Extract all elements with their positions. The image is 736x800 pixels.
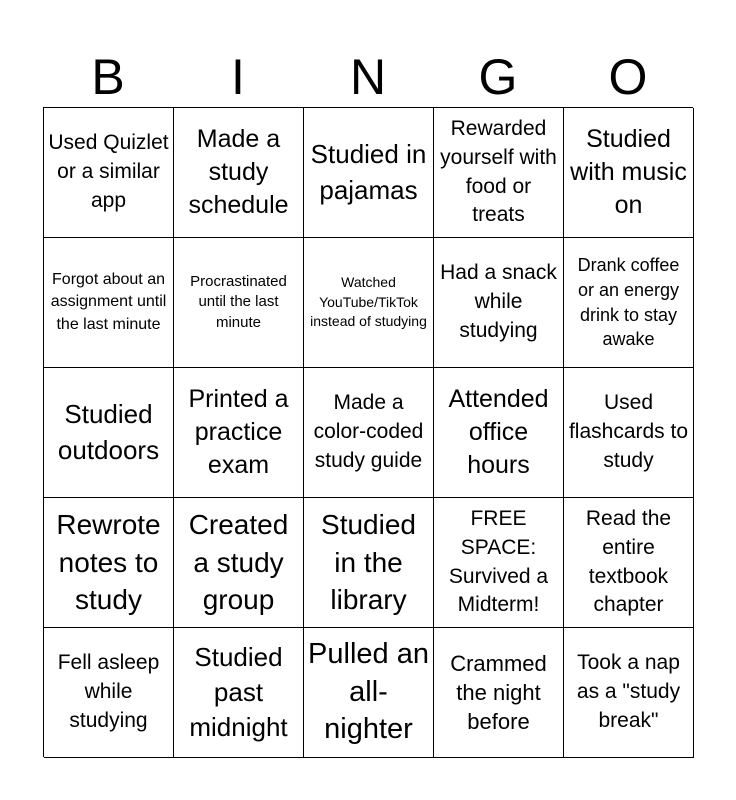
bingo-cell-r1c3[interactable] [304, 108, 434, 238]
bingo-cell-r5c3[interactable] [304, 628, 434, 758]
header-letter-o: O [608, 49, 648, 105]
header-letter-i: I [231, 49, 245, 105]
bingo-cell-r3c1[interactable] [44, 368, 174, 498]
header-letter-n: N [349, 49, 387, 105]
bingo-grid [43, 107, 693, 757]
bingo-cell-r4c2[interactable] [174, 498, 304, 628]
bingo-cell-r3c4[interactable] [434, 368, 564, 498]
bingo-cell-r3c5[interactable] [564, 368, 694, 498]
bingo-cell-r2c5[interactable] [564, 238, 694, 368]
cell-text: Made a color-coded study guide [313, 391, 424, 472]
header-letter-g: G [478, 49, 518, 105]
cell-text: Read the entire textbook chapter [585, 506, 672, 617]
bingo-header [43, 46, 693, 108]
header-letter-b: B [91, 49, 125, 105]
cell-text: Printed a practice exam [188, 385, 289, 479]
bingo-cell-r2c2[interactable] [174, 238, 304, 368]
bingo-cell-r5c5[interactable] [564, 628, 694, 758]
cell-text: Rewarded yourself with food or treats [440, 116, 557, 227]
free-space-text: FREE SPACE: Survived a Midterm! [448, 506, 549, 617]
cell-text: Watched YouTube/TikTok instead of studying [310, 274, 427, 330]
bingo-cell-r4c3[interactable] [304, 498, 434, 628]
cell-text: Forgot about an assignment until the last minute [50, 271, 167, 333]
bingo-cell-r5c2[interactable] [174, 628, 304, 758]
cell-text: Created a study group [188, 509, 289, 616]
cell-text: Studied in the library [321, 509, 416, 616]
cell-text: Attended office hours [448, 385, 549, 479]
cell-text: Used Quizlet or a similar app [48, 131, 169, 212]
cell-text: Procrastinated until the last minute [190, 273, 287, 331]
cell-text: Made a study schedule [188, 125, 289, 219]
bingo-cell-r2c4[interactable] [434, 238, 564, 368]
cell-text: Studied with music on [570, 125, 687, 219]
cell-text: Took a nap as a "study break" [576, 651, 681, 732]
cell-text: Pulled an all-nighter [308, 637, 429, 746]
bingo-cell-r4c4[interactable] [434, 498, 564, 628]
bingo-cell-r5c1[interactable] [44, 628, 174, 758]
bingo-cell-r4c5[interactable] [564, 498, 694, 628]
bingo-cell-r5c4[interactable] [434, 628, 564, 758]
bingo-cell-r2c3[interactable] [304, 238, 434, 368]
bingo-cell-r4c1[interactable] [44, 498, 174, 628]
cell-text: Rewrote notes to study [56, 509, 161, 616]
bingo-cell-r1c5[interactable] [564, 108, 694, 238]
bingo-cell-r3c3[interactable] [304, 368, 434, 498]
cell-text: Drank coffee or an energy drink to stay awake [577, 254, 680, 350]
cell-text: Studied in pajamas [310, 139, 427, 205]
bingo-cell-r3c2[interactable] [174, 368, 304, 498]
cell-text: Used flashcards to study [568, 391, 689, 472]
cell-text: Studied outdoors [57, 399, 160, 465]
bingo-cell-r1c1[interactable] [44, 108, 174, 238]
bingo-cell-r2c1[interactable] [44, 238, 174, 368]
cell-text: Fell asleep while studying [57, 651, 160, 732]
cell-text: Studied past midnight [189, 641, 288, 743]
cell-text: Crammed the night before [450, 650, 547, 735]
cell-text: Had a snack while studying [440, 261, 557, 342]
bingo-cell-r1c4[interactable] [434, 108, 564, 238]
bingo-cell-r1c2[interactable] [174, 108, 304, 238]
